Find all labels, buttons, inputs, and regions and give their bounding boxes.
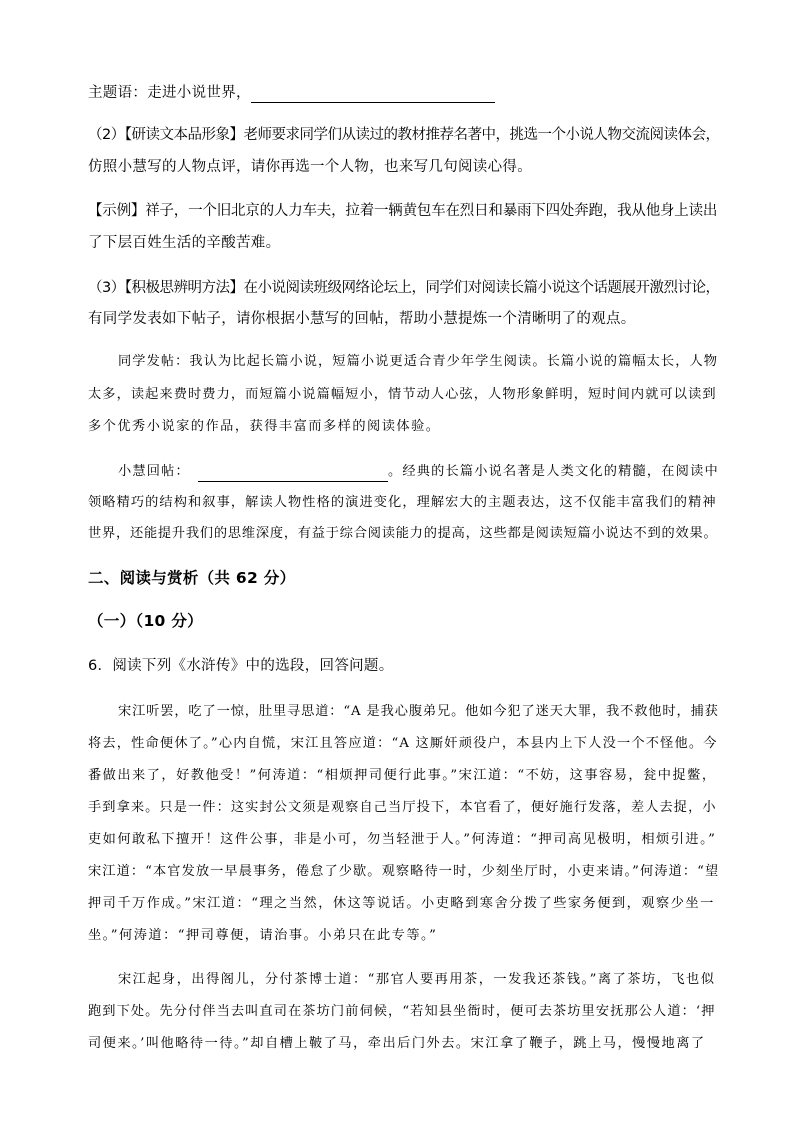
example-line-2: 了下层百姓生活的辛酸苦难。 — [88, 235, 281, 251]
reply-answer-blank[interactable] — [198, 466, 388, 482]
q3-line-2: 有同学发表如下帖子，请你根据小慧写的回帖，帮助小慧提炼一个清晰明了的观点。 — [88, 311, 636, 327]
passage-p1-line-1: 宋江听罢，吃了一惊，肚里寻思道：“A 是我心腹弟兄。他如今犯了迷天大罪，我不救他时，捕获 — [118, 704, 719, 719]
q3-line-1: （3）【积极思辨明方法】在小说阅读班级网络论坛上，同学们对阅读长篇小说这个话题展开激烈讨论， — [88, 280, 720, 296]
passage-p1-line-4: 手到拿来。只是一件：这实封公文须是观察自己当厅投下，本官看了，便好施行发落，差人去捉，小 — [88, 800, 717, 815]
passage-p1-line-5: 吏如何敢私下擅开！这件公事，非是小可，勿当轻泄于人。”何涛道：“押司高见极明，相烦引进。” — [88, 832, 717, 847]
theme-label: 主题语：走进小说世界， — [88, 85, 251, 101]
q6-stem: 6．阅读下列《水浒传》中的选段，回答问题。 — [88, 658, 394, 674]
passage-p2-line-1: 宋江起身，出得阁儿，分付茶博士道：“那官人要再用茶，一发我还茶钱。”离了茶坊，飞也似 — [118, 972, 716, 987]
reply-line-1 — [118, 462, 718, 482]
passage-p1-line-2: 将去，性命便休了。”心内自慌，宋江且答应道：“A 这厮奸顽役户，本县内上下人没一个不怪他。今 — [88, 736, 718, 751]
passage-p2-line-3: 司便来。’叫他略待一待。”却自槽上鞁了马，牵出后门外去。宋江拿了鞭子，跳上马，慢慢地离了 — [88, 1036, 706, 1051]
post-line-3: 多个优秀小说家的作品，获得丰富而多样的阅读体验。 — [88, 419, 441, 434]
example-line-1: 【示例】祥子，一个旧北京的人力车夫，拉着一辆黄包车在烈日和暴雨下四处奔跑，我从他身上读出 — [88, 203, 718, 219]
reply-rest: 。经典的长篇小说名著是人类文化的精髓，在阅读中 — [387, 464, 719, 479]
reply-line-2: 领略精巧的结构和叙事，解读人物性格的演进变化，理解宏大的主题表达，这不仅能丰富我们的精神 — [88, 495, 717, 510]
section-2-heading: 二、阅读与赏析（共 62 分） — [88, 569, 296, 587]
q2-line-2: 仿照小慧写的人物点评，请你再选一个人物，也来写几句阅读心得。 — [88, 159, 532, 175]
passage-p2-line-2: 跑到下处。先分付伴当去叫直司在茶坊门前伺候，“若知县坐衙时，便可去茶坊里安抚那公人道：‘押 — [88, 1004, 716, 1019]
passage-p1-line-6: 宋江道：“本官发放一早晨事务，倦怠了少歇。观察略待一时，少刻坐厅时，小吏来请。”何涛道：“望 — [88, 864, 720, 879]
section-2-subheading: （一）（10 分） — [88, 612, 203, 630]
reply-prefix: 小慧回帖： — [118, 464, 190, 479]
post-line-2: 太多，读起来费时费力，而短篇小说篇幅短小，情节动人心弦，人物形象鲜明，短时间内就可以读到 — [88, 387, 717, 402]
theme-line — [88, 83, 718, 103]
theme-answer-blank[interactable] — [251, 87, 495, 103]
passage-p1-line-7: 押司千万作成。”宋江道：“理之当然，休这等说话。小吏略到寒舍分拨了些家务便到，观察少坐一 — [88, 896, 715, 911]
passage-p1-line-3: 番做出来了，好教他受！”何涛道：“相烦押司便行此事。”宋江道：“不妨，这事容易，瓮中捉鳖， — [88, 768, 717, 783]
post-line-1: 同学发帖：我认为比起长篇小说，短篇小说更适合青少年学生阅读。长篇小说的篇幅太长，人物 — [118, 354, 719, 369]
passage-p1-line-8: 坐。”何涛道：“押司尊便，请治事。小弟只在此专等。” — [88, 928, 438, 943]
reply-line-3: 世界，还能提升我们的思维深度，有益于综合阅读能力的提高，这些都是阅读短篇小说达不到的效果。 — [88, 526, 718, 541]
q2-line-1: （2）【研读文本品形象】老师要求同学们从读过的教材推荐名著中，挑选一个小说人物交流阅读体会， — [88, 127, 720, 143]
